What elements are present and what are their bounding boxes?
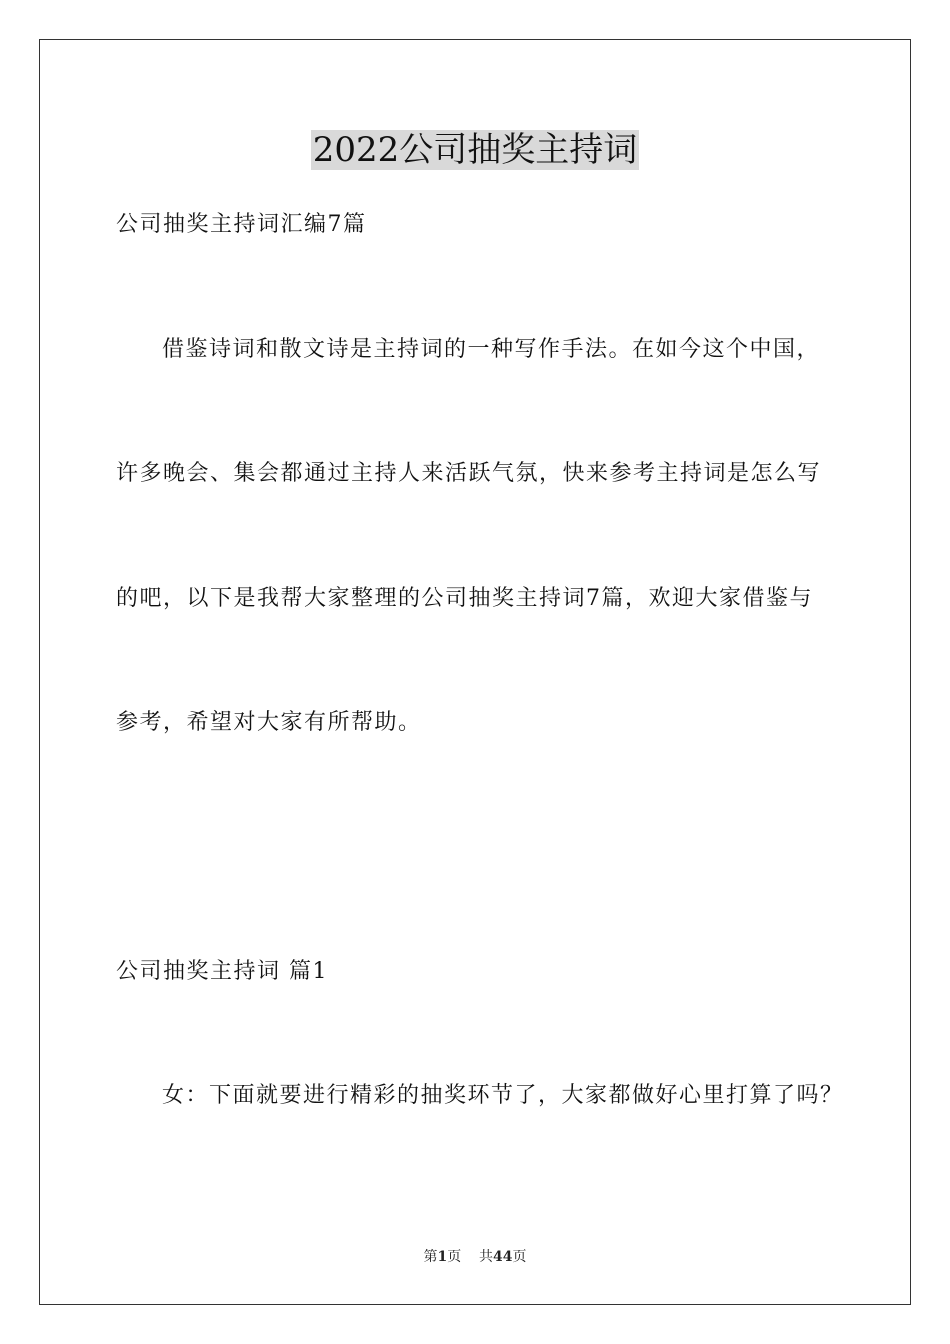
document-title-text: 2022公司抽奖主持词 bbox=[312, 130, 638, 170]
paragraph-line-3: 的吧，以下是我帮大家整理的公司抽奖主持词7篇，欢迎大家借鉴与 bbox=[116, 586, 813, 611]
paragraph-line-4: 参考，希望对大家有所帮助。 bbox=[116, 710, 422, 735]
section-heading: 公司抽奖主持词 篇1 bbox=[116, 959, 328, 984]
section-line-1: 女：下面就要进行精彩的抽奖环节了，大家都做好心里打算了吗？ bbox=[162, 1083, 844, 1108]
footer-page-prefix: 第 bbox=[423, 1249, 438, 1265]
document-title bbox=[0, 128, 950, 172]
paragraph-line-1: 借鉴诗词和散文诗是主持词的一种写作手法。在如今这个中国， bbox=[162, 337, 821, 362]
document-subtitle: 公司抽奖主持词汇编7篇 bbox=[116, 212, 367, 237]
footer-page-number: 1 bbox=[437, 1249, 448, 1265]
footer-page-suffix: 页 bbox=[447, 1249, 462, 1265]
footer-total-prefix: 共 bbox=[479, 1249, 494, 1265]
page-footer bbox=[0, 1248, 950, 1266]
footer-total-pages: 44 bbox=[493, 1249, 513, 1265]
footer-total-suffix: 页 bbox=[512, 1249, 527, 1265]
paragraph-line-2: 许多晚会、集会都通过主持人来活跃气氛，快来参考主持词是怎么写 bbox=[116, 461, 822, 486]
